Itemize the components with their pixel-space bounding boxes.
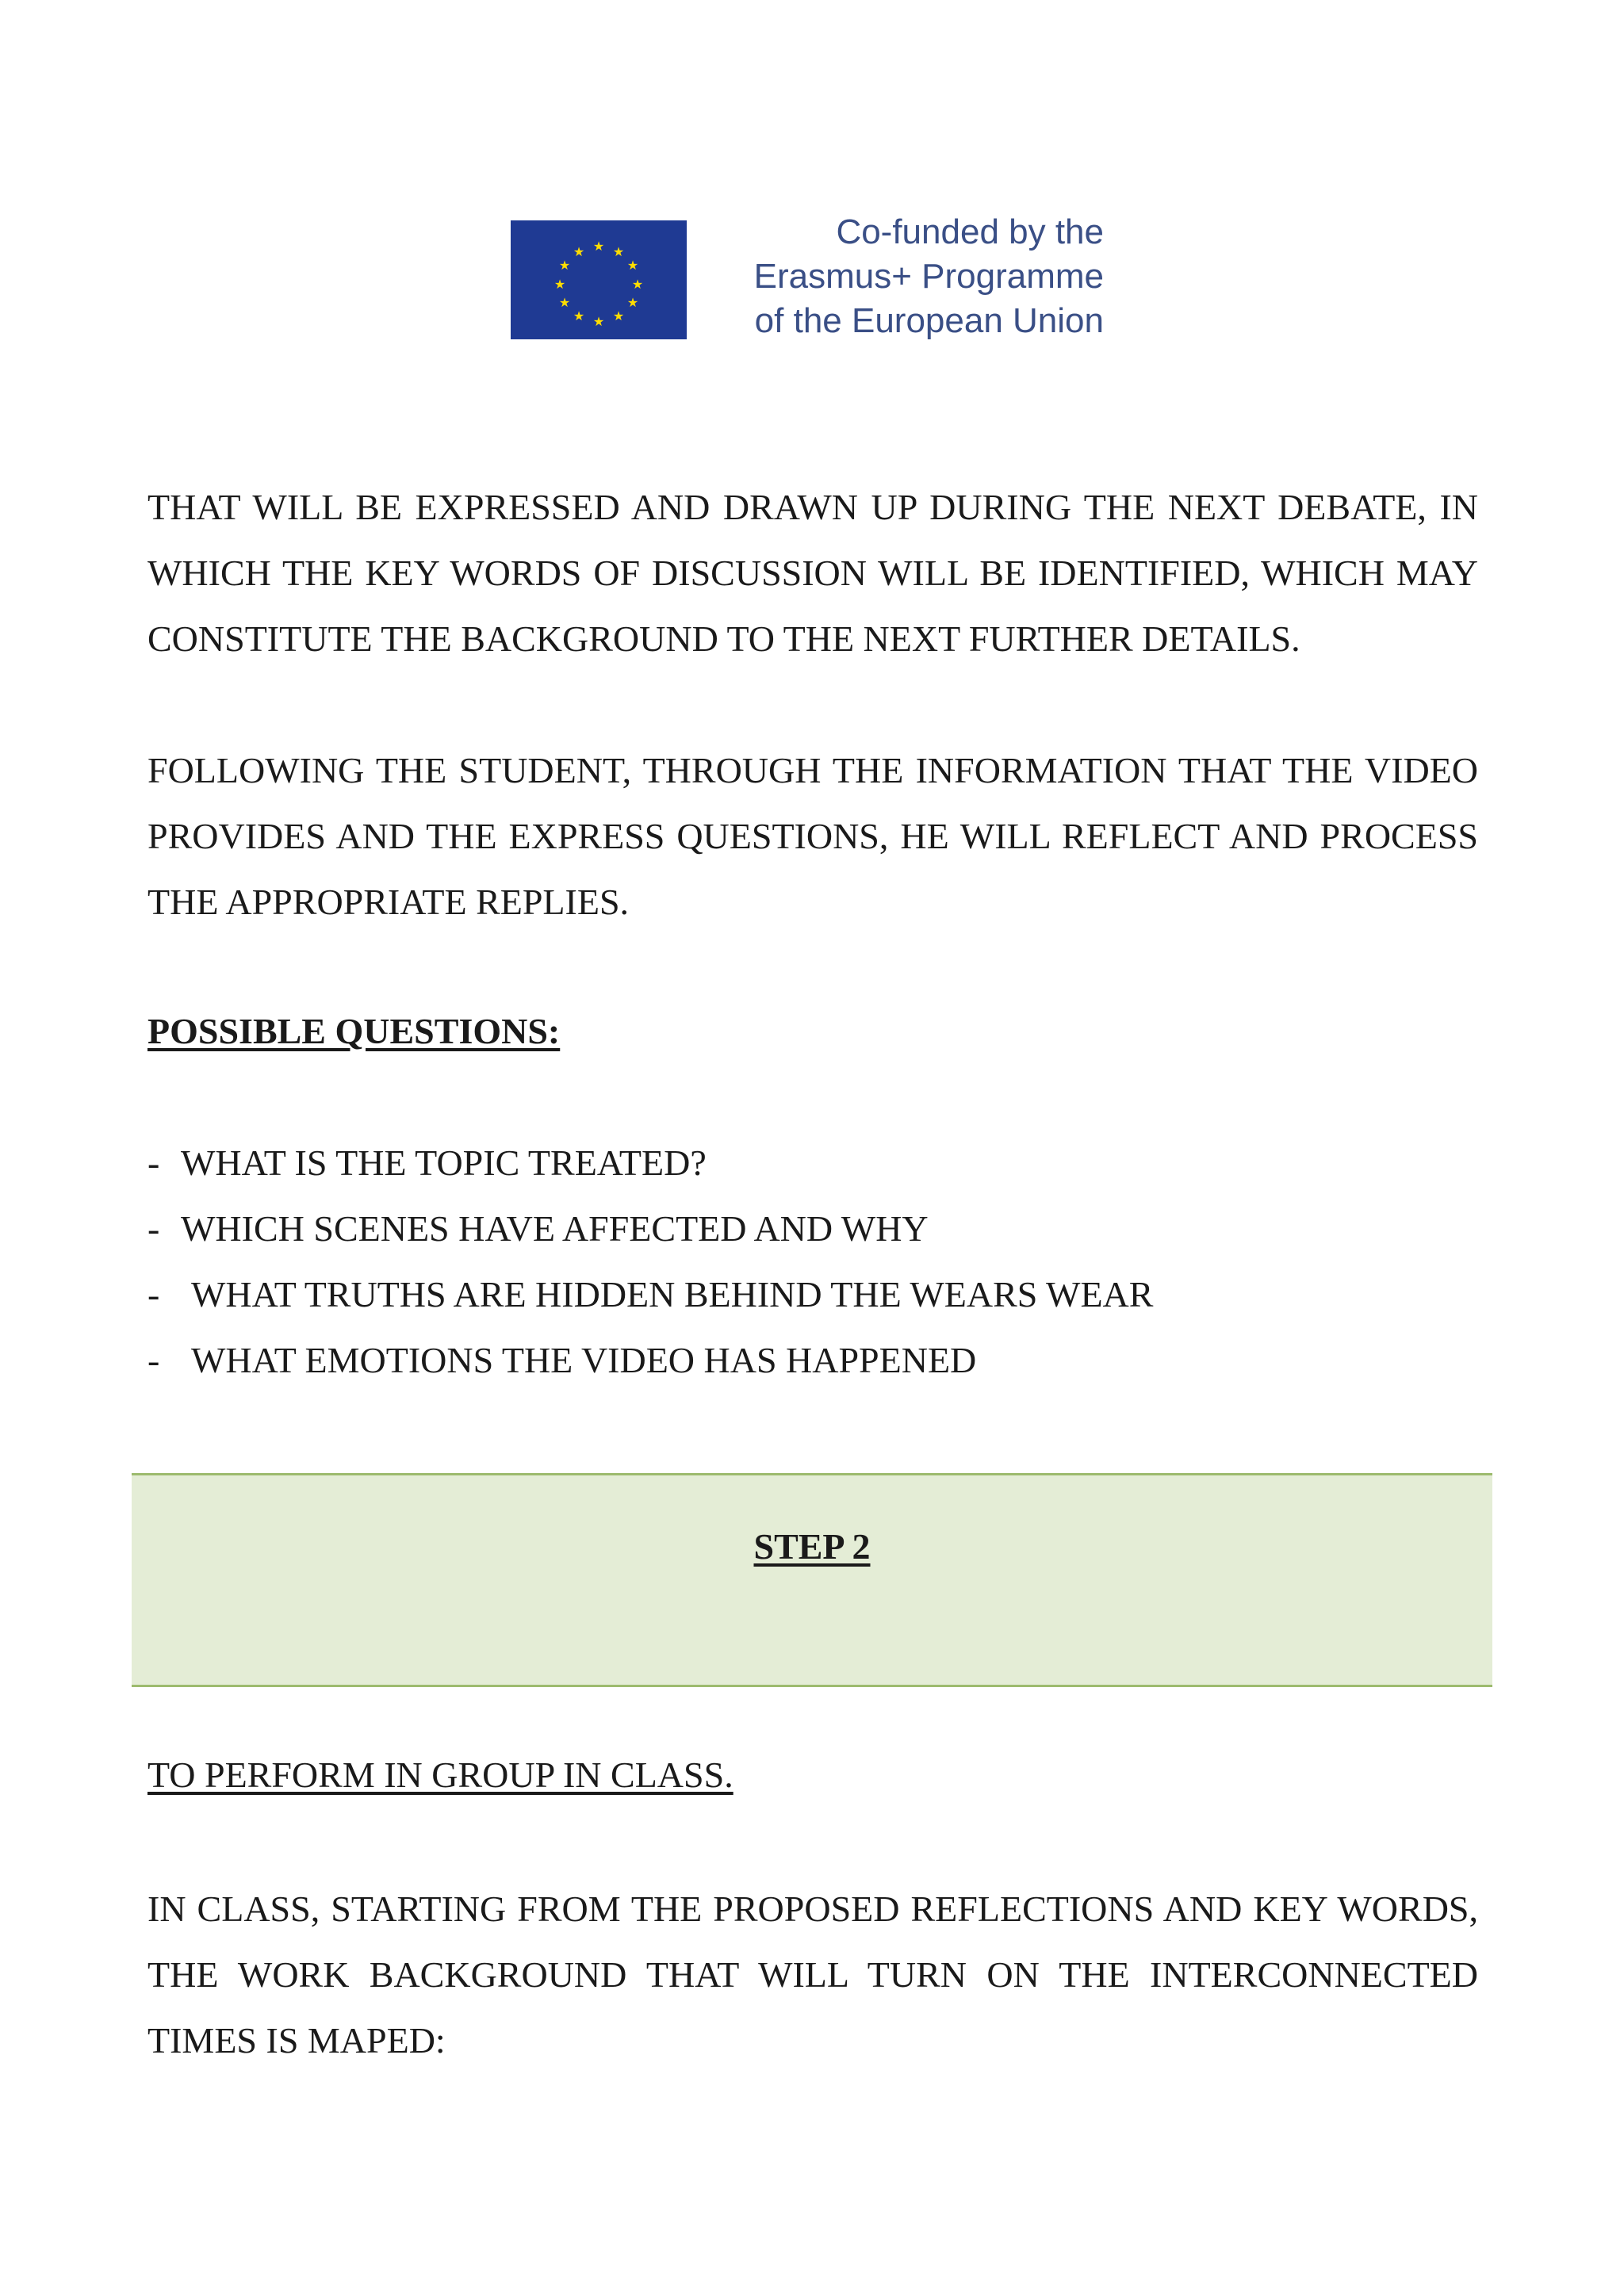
question-text: WHAT IS THE TOPIC TREATED?: [181, 1142, 707, 1183]
svg-text:★: ★: [592, 239, 605, 254]
possible-questions-heading: POSSIBLE QUESTIONS:: [147, 1011, 561, 1051]
intro-paragraph: THAT WILL BE EXPRESSED AND DRAWN UP DURING THE NEXT DEBATE, IN WHICH THE KEY WORDS OF DISCUSSION WILL BE IDENTIFIED, WHICH MAY CONSTITUTE THE BACKGROUND TO THE NEXT FURTHER DETAILS.: [147, 487, 1478, 659]
questions-list: [147, 1130, 1153, 1393]
question-item: - WHICH SCENES HAVE AFFECTED AND WHY: [147, 1208, 929, 1249]
svg-text:★: ★: [592, 314, 605, 329]
class-paragraph: IN CLASS, STARTING FROM THE PROPOSED REFLECTIONS AND KEY WORDS, THE WORK BACKGROUND THAT WILL TURN ON THE INTERCONNECTED TIMES IS MAPED:: [147, 1888, 1478, 2061]
question-text: WHAT EMOTIONS THE VIDEO HAS HAPPENED: [191, 1340, 977, 1380]
logo-text: [715, 210, 1104, 343]
svg-text:★: ★: [573, 244, 585, 259]
question-text: WHICH SCENES HAVE AFFECTED AND WHY: [181, 1208, 929, 1249]
svg-text:★: ★: [612, 308, 625, 323]
erasmus-logo: [511, 210, 1104, 345]
logo-line-2: Erasmus+ Programme: [753, 257, 1104, 296]
step-title: STEP 2: [753, 1526, 871, 1567]
logo-line-1: Co-funded by the: [836, 212, 1104, 251]
step-box: [132, 1473, 1492, 1687]
eu-flag-icon: [511, 220, 687, 339]
question-item: - WHAT EMOTIONS THE VIDEO HAS HAPPENED: [147, 1340, 977, 1380]
following-paragraph: FOLLOWING THE STUDENT, THROUGH THE INFORMATION THAT THE VIDEO PROVIDES AND THE EXPRESS QUESTIONS, HE WILL REFLECT AND PROCESS THE APPROPRIATE REPLIES.: [147, 750, 1478, 922]
perform-label: TO PERFORM IN GROUP IN CLASS.: [147, 1755, 733, 1795]
svg-text:★: ★: [631, 277, 644, 292]
svg-text:★: ★: [626, 258, 639, 273]
svg-text:★: ★: [612, 244, 625, 259]
svg-text:★: ★: [553, 277, 566, 292]
svg-text:★: ★: [558, 258, 571, 273]
svg-text:★: ★: [626, 295, 639, 310]
question-item: - WHAT TRUTHS ARE HIDDEN BEHIND THE WEARS WEAR: [147, 1274, 1154, 1314]
svg-text:★: ★: [558, 295, 571, 310]
question-item: - WHAT IS THE TOPIC TREATED?: [147, 1142, 707, 1183]
logo-line-3: of the European Union: [754, 301, 1104, 340]
svg-text:★: ★: [573, 308, 585, 323]
question-text: WHAT TRUTHS ARE HIDDEN BEHIND THE WEARS WEAR: [191, 1274, 1154, 1314]
